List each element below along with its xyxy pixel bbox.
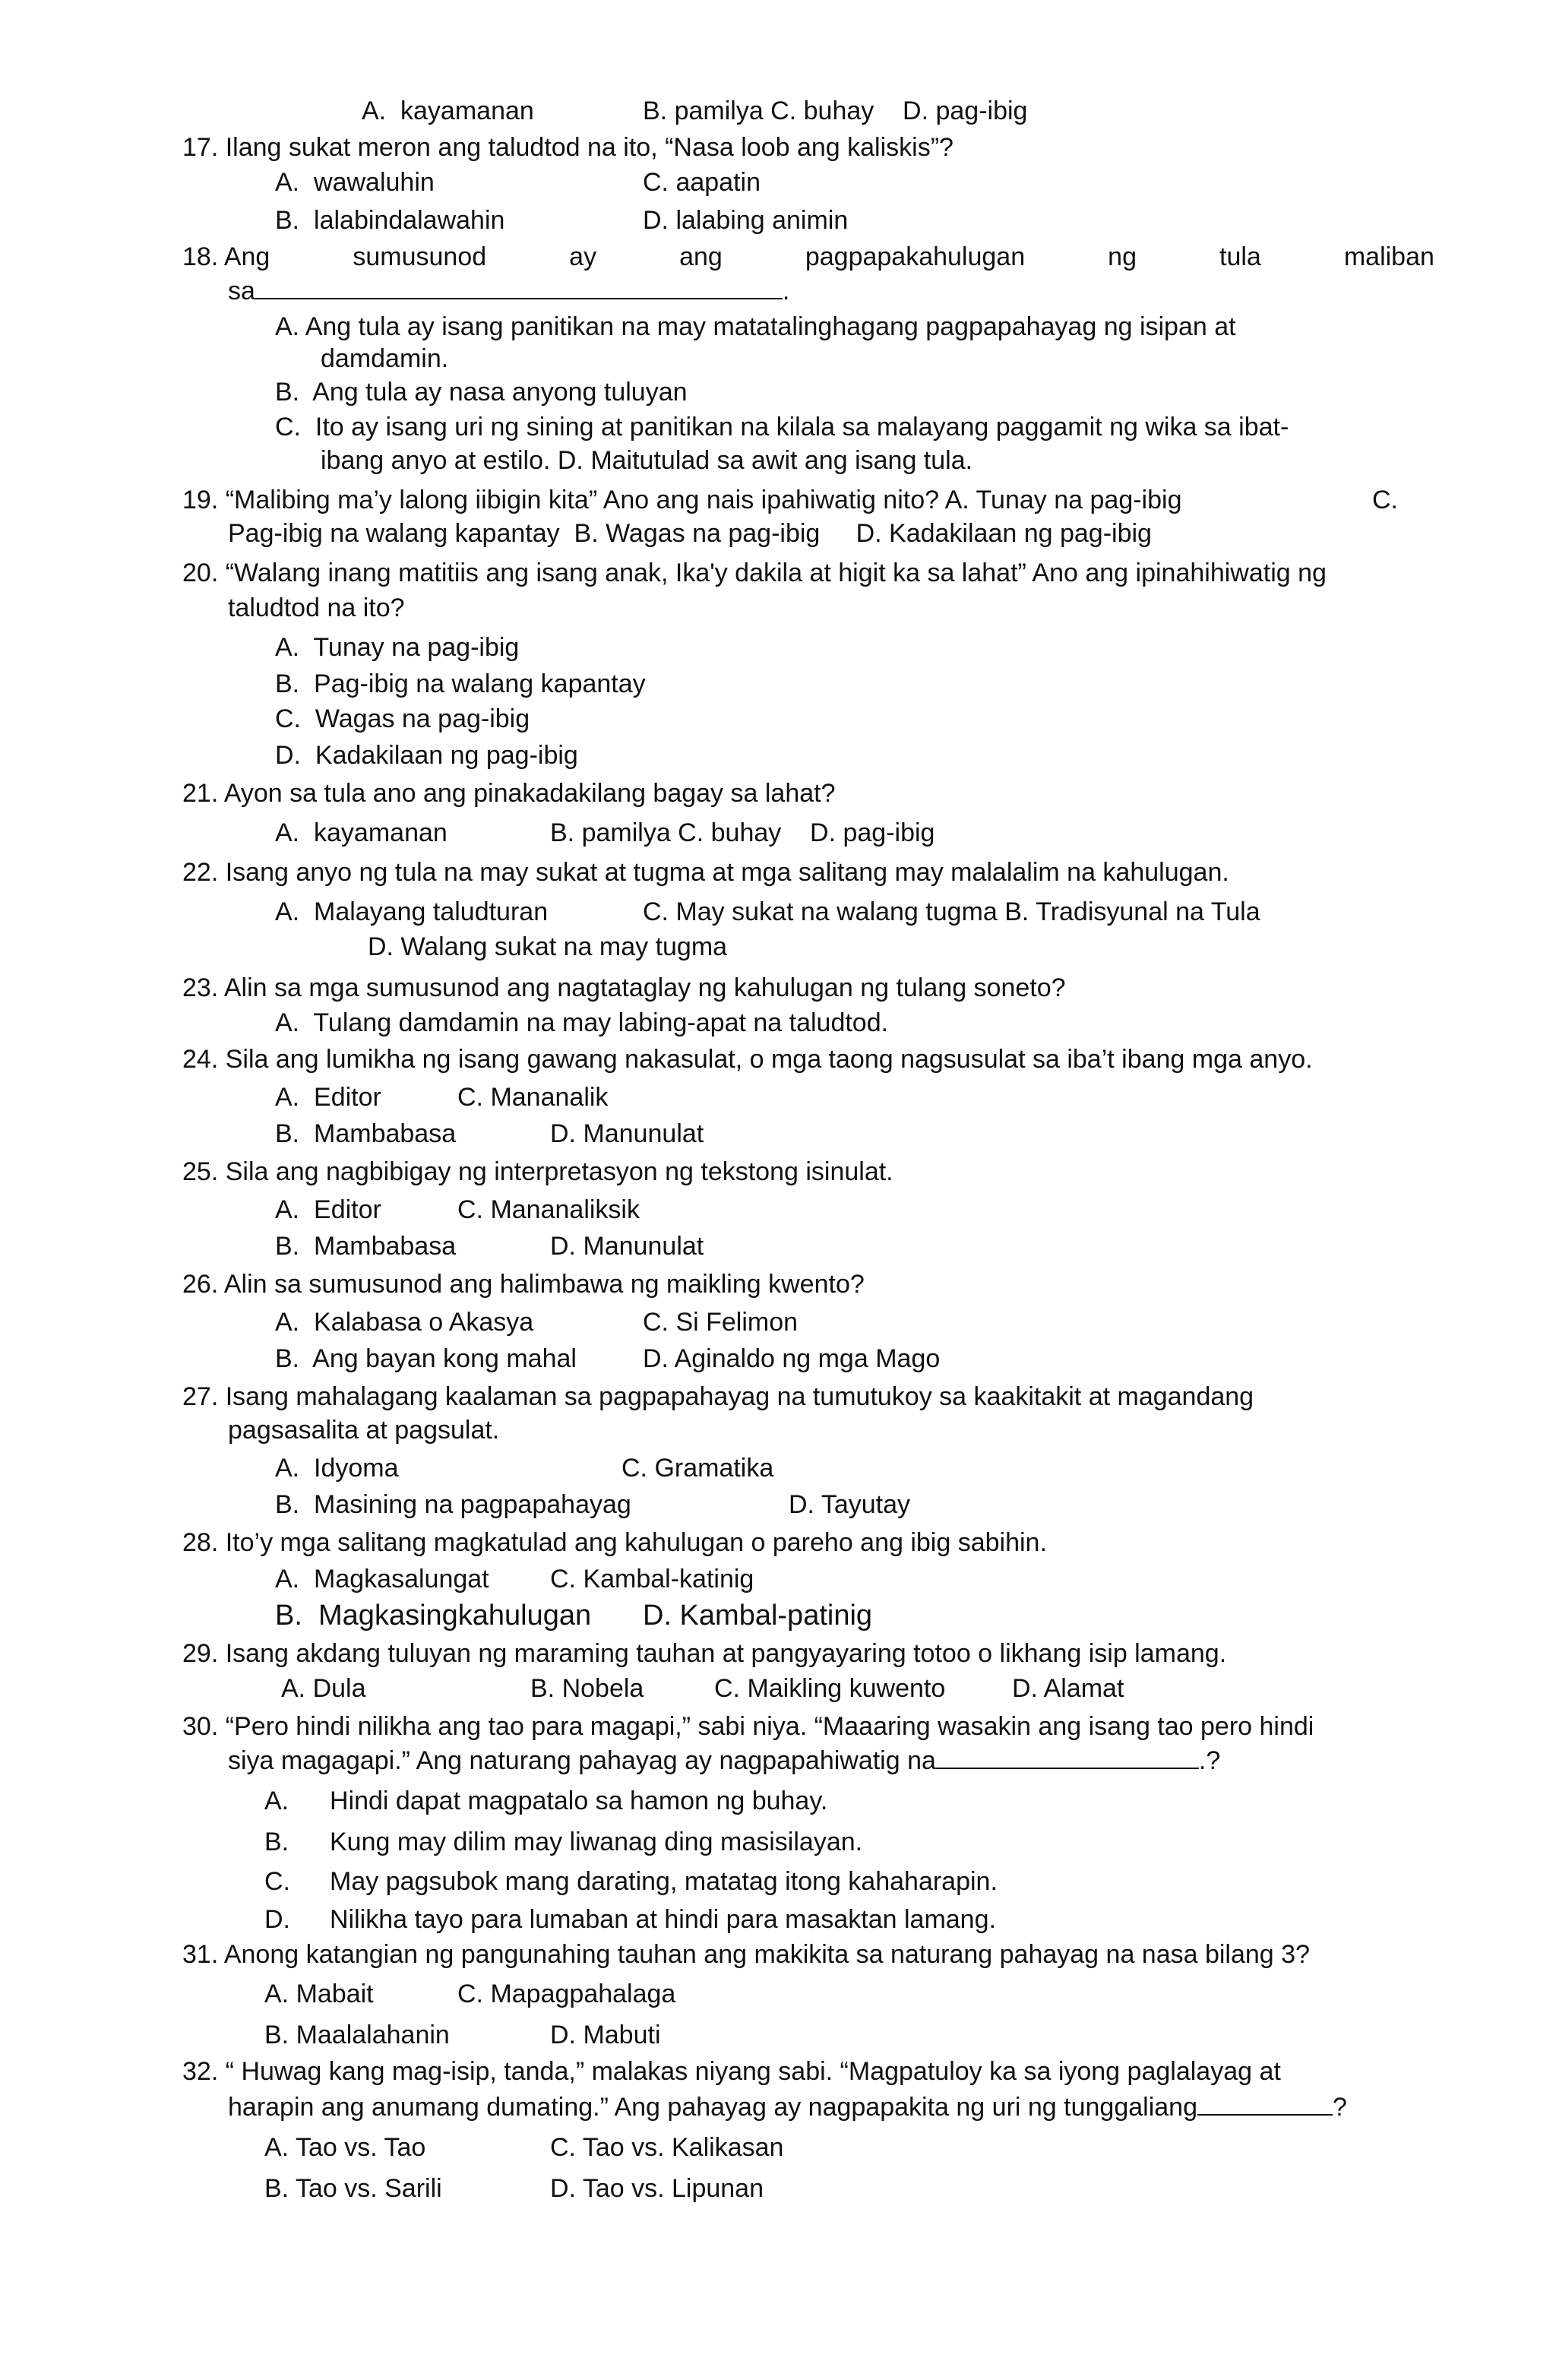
option-d: D. Tayutay (789, 1490, 911, 1519)
question-25: 25. Sila ang nagbibigay ng interpretasyon ng tekstong isinulat. (182, 1157, 893, 1186)
option-c: May pagsubok mang darating, matatag itong kahaharapin. (330, 1867, 998, 1896)
option-d: D. Aginaldo ng mga Mago (643, 1344, 941, 1373)
q30-text: siya magagapi.” Ang naturang pahayag ay nagpapahiwatig na (228, 1746, 936, 1775)
q18-word: pagpapakahulugan (805, 242, 1026, 271)
question-24: 24. Sila ang lumikha ng isang gawang nakasulat, o mga taong nagsusulat sa iba’t ibang mga anyo. (182, 1045, 1313, 1074)
option-c: C. Mapagpahalaga (457, 1980, 676, 2008)
option-d: D. Alamat (1012, 1674, 1124, 1703)
q18-word: 18. Ang (182, 242, 270, 271)
option-a: A. Editor (275, 1083, 381, 1112)
option-d: D. Kambal-patinig (643, 1600, 873, 1632)
q18-word: ang (679, 242, 723, 271)
option-b: B. Tao vs. Sarili (264, 2174, 442, 2203)
question-18 (182, 242, 1434, 272)
answer-blank (255, 275, 783, 299)
option-a: A. Editor (275, 1195, 381, 1224)
option-d: D. Kadakilaan ng pag-ibig (275, 741, 578, 770)
option-a: A. wawaluhin (275, 168, 435, 197)
question-17: 17. Ilang sukat meron ang taludtod na ito, “Nasa loob ang kaliskis”? (182, 133, 954, 162)
q30-end: .? (1198, 1746, 1221, 1775)
question-30: 30. “Pero hindi nilikha ang tao para magapi,” sabi niya. “Maaaring wasakin ang isang tao pero hindi (182, 1712, 1314, 1741)
option-c: C. Ito ay isang uri ng sining at panitikan na kilala sa malayang paggamit ng wika sa ibat- (275, 413, 1289, 442)
option-a: A. Tao vs. Tao (264, 2133, 426, 2162)
q32-end: ? (1332, 2093, 1347, 2122)
option-a: A. kayamanan (362, 97, 534, 125)
option-a: A. Mabait (264, 1980, 374, 2008)
option-c: C. Si Felimon (643, 1308, 799, 1337)
option-b: B. Mambabasa (275, 1119, 457, 1148)
option-b: B. Magkasingkahulugan (275, 1600, 592, 1632)
question-32-cont (228, 2091, 1347, 2122)
question-20: 20. “Walang inang matitiis ang isang anak, Ika'y dakila at higit ka sa lahat” Ano ang ipinahihiwatig ng (182, 559, 1327, 587)
answer-blank (936, 1745, 1199, 1769)
option-a: A. Kalabasa o Akasya (275, 1308, 534, 1337)
option-a: A. Dula (281, 1674, 366, 1703)
question-22: 22. Isang anyo ng tula na may sukat at tugma at mga salitang may malalalim na kahulugan. (182, 858, 1229, 887)
option-a: A. Magkasalungat (275, 1565, 489, 1594)
option-d-label: D. (264, 1905, 290, 1934)
option-d: D. Manunulat (550, 1119, 704, 1148)
q32-text: harapin ang anumang dumating.” Ang pahayag ay nagpapakita ng uri ng tunggaliang (228, 2093, 1197, 2122)
option-a: A. Idyoma (275, 1454, 399, 1483)
option-a: A. Tulang damdamin na may labing-apat na taludtod. (275, 1008, 889, 1037)
option-d: Nilikha tayo para lumaban at hindi para masaktan lamang. (330, 1905, 996, 1934)
option-c: C. Mananalik (457, 1083, 609, 1112)
question-28: 28. Ito’y mga salitang magkatulad ang kahulugan o pareho ang ibig sabihin. (182, 1528, 1047, 1557)
question-26: 26. Alin sa sumusunod ang halimbawa ng maikling kwento? (182, 1270, 865, 1299)
option-c: C. Wagas na pag-ibig (275, 704, 530, 733)
option-a-cont: damdamin. (321, 344, 449, 373)
question-20-cont: taludtod na ito? (228, 593, 405, 622)
question-18-cont (228, 275, 789, 306)
option-c-cont: ibang anyo at estilo. D. Maitutulad sa awit ang isang tula. (321, 446, 973, 475)
option-b-label: B. (264, 1828, 289, 1856)
question-23: 23. Alin sa mga sumusunod ang nagtataglay ng kahulugan ng tulang soneto? (182, 973, 1066, 1002)
option-b: B. Maalalahanin (264, 2021, 450, 2049)
option-b: B. Nobela (530, 1674, 644, 1703)
option-d: D. Mabuti (550, 2021, 661, 2049)
answer-blank (1197, 2091, 1333, 2116)
question-21: 21. Ayon sa tula ano ang pinakadakilang bagay sa lahat? (182, 779, 836, 808)
question-31: 31. Anong katangian ng pangunahing tauhan ang makikita sa naturang pahayag na nasa bilang 3? (182, 1940, 1310, 1969)
option-a (275, 312, 1434, 342)
option-c: C. Gramatika (621, 1454, 774, 1483)
option-c: C. Kambal-katinig (550, 1565, 754, 1594)
q18-word: ay (569, 242, 597, 271)
option-text: A. Ang tula ay isang panitikan na may matatalinghagang pagpapahayag ng isipan at (275, 312, 1236, 341)
option-bcd: B. pamilya C. buhay D. pag-ibig (550, 818, 935, 847)
option-bcd: B. pamilya C. buhay D. pag-ibig (643, 97, 1028, 125)
option-b: B. Pag-ibig na walang kapantay (275, 669, 646, 698)
question-27: 27. Isang mahalagang kaalaman sa pagpapahayag na tumutukoy sa kaakitakit at magandang (182, 1382, 1254, 1411)
option-d: D. Tao vs. Lipunan (550, 2174, 764, 2203)
question-32: 32. “ Huwag kang mag-isip, tanda,” malakas niyang sabi. “Magpatuloy ka sa iyong paglalayag at (182, 2057, 1281, 2086)
option-c: C. Maikling kuwento (714, 1674, 946, 1703)
option-a: A. kayamanan (275, 818, 448, 847)
option-c-label: C. (1372, 486, 1398, 514)
question-27-cont: pagsasalita at pagsulat. (228, 1416, 500, 1445)
option-b: Kung may dilim may liwanag ding masisilayan. (330, 1828, 863, 1856)
question-19-options: Pag-ibig na walang kapantay B. Wagas na pag-ibig D. Kadakilaan ng pag-ibig (228, 519, 1152, 548)
q18-word: sumusunod (353, 242, 487, 271)
q18-word: maliban (1343, 242, 1434, 271)
question-19: 19. “Malibing ma’y lalong iibigin kita” Ano ang nais ipahiwatig nito? A. Tunay na pag-ibig (182, 486, 1182, 514)
option-a: A. Tunay na pag-ibig (275, 633, 520, 662)
option-a-label: A. (264, 1787, 289, 1815)
question-29: 29. Isang akdang tuluyan ng maraming tauhan at pangyayaring totoo o likhang isip lamang. (182, 1639, 1227, 1668)
option-c: C. Tao vs. Kalikasan (550, 2133, 784, 2162)
q18-word: ng (1108, 242, 1137, 271)
q18-word: tula (1219, 242, 1261, 271)
option-c-label: C. (264, 1867, 290, 1896)
option-a: A. Malayang taludturan (275, 897, 549, 926)
option-b: B. Mambabasa (275, 1232, 457, 1261)
option-b: B. Masining na pagpapahayag (275, 1490, 631, 1519)
question-30-cont (228, 1745, 1220, 1776)
option-d: D. Manunulat (550, 1232, 704, 1261)
option-c: C. aapatin (643, 168, 761, 197)
option-b: B. Ang bayan kong mahal (275, 1344, 577, 1373)
option-d: D. Walang sukat na may tugma (368, 932, 728, 961)
q18-text: sa (228, 277, 255, 305)
option-d: D. lalabing animin (643, 206, 849, 235)
option-c-b: C. May sukat na walang tugma B. Tradisyunal na Tula (643, 897, 1260, 926)
q18-period: . (782, 277, 790, 305)
option-b: B. lalabindalawahin (275, 206, 505, 235)
option-a: Hindi dapat magpatalo sa hamon ng buhay. (330, 1787, 828, 1815)
option-b: B. Ang tula ay nasa anyong tuluyan (275, 378, 688, 407)
option-c: C. Mananaliksik (457, 1195, 640, 1224)
